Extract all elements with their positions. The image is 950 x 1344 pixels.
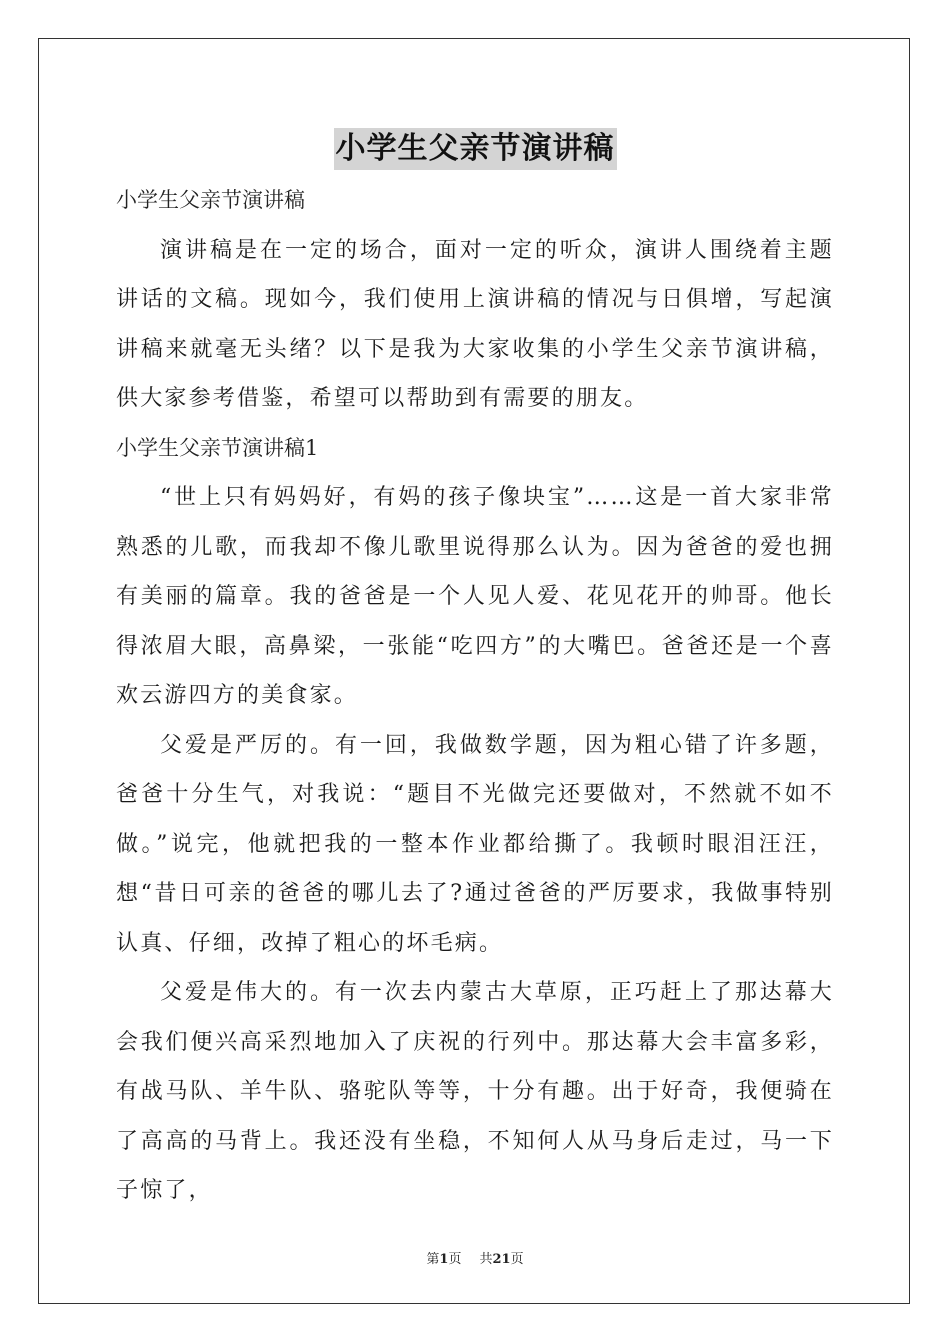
body-paragraph: 父爱是伟大的。有一次去内蒙古大草原，正巧赶上了那达幕大会我们便兴高采烈地加入了庆祝的行列中。那达幕大会丰富多彩，有战马队、羊牛队、骆驼队等等，十分有趣。出于好奇，我便骑在了高高的马背上。我还没有坐稳，不知何人从马身后走过，马一下子惊了， bbox=[116, 980, 834, 1203]
section-heading: 小学生父亲节演讲稿1 bbox=[116, 435, 319, 460]
title-area bbox=[0, 128, 950, 170]
total-pages-number: 21 bbox=[492, 1252, 511, 1267]
body-paragraph: 父爱是严厉的。有一回，我做数学题，因为粗心错了许多题，爸爸十分生气，对我说：“题目不光做完还要做对，不然就不如不做。”说完，他就把我的一整本作业都给撕了。我顿时眼泪汪汪，想“昔日可亲的爸爸的哪儿去了?通过爸爸的严厉要求，我做事特别认真、仔细，改掉了粗心的坏毛病。 bbox=[116, 732, 834, 956]
total-pages-suffix: 页 bbox=[510, 1252, 524, 1267]
document-title: 小学生父亲节演讲稿 bbox=[334, 128, 617, 170]
document-body bbox=[116, 176, 834, 1216]
intro-paragraph: 演讲稿是在一定的场合，面对一定的听众，演讲人围绕着主题讲话的文稿。现如今，我们使用上演讲稿的情况与日俱增，写起演讲稿来就毫无头绪？以下是我为大家收集的小学生父亲节演讲稿，供大家参考借鉴，希望可以帮助到有需要的朋友。 bbox=[116, 237, 834, 411]
page-number-suffix: 页 bbox=[448, 1252, 462, 1267]
page-footer bbox=[0, 1248, 950, 1267]
current-page-number: 1 bbox=[439, 1252, 449, 1267]
document-subtitle: 小学生父亲节演讲稿 bbox=[116, 188, 305, 212]
body-paragraph: “世上只有妈妈好，有妈的孩子像块宝”……这是一首大家非常熟悉的儿歌，而我却不像儿歌里说得那么认为。因为爸爸的爱也拥有美丽的篇章。我的爸爸是一个人见人爱、花见花开的帅哥。他长得浓眉大眼，高鼻梁，一张能“吃四方”的大嘴巴。爸爸还是一个喜欢云游四方的美食家。 bbox=[116, 485, 834, 708]
total-pages-prefix: 共 bbox=[479, 1252, 493, 1267]
page-number-prefix: 第 bbox=[426, 1252, 440, 1267]
